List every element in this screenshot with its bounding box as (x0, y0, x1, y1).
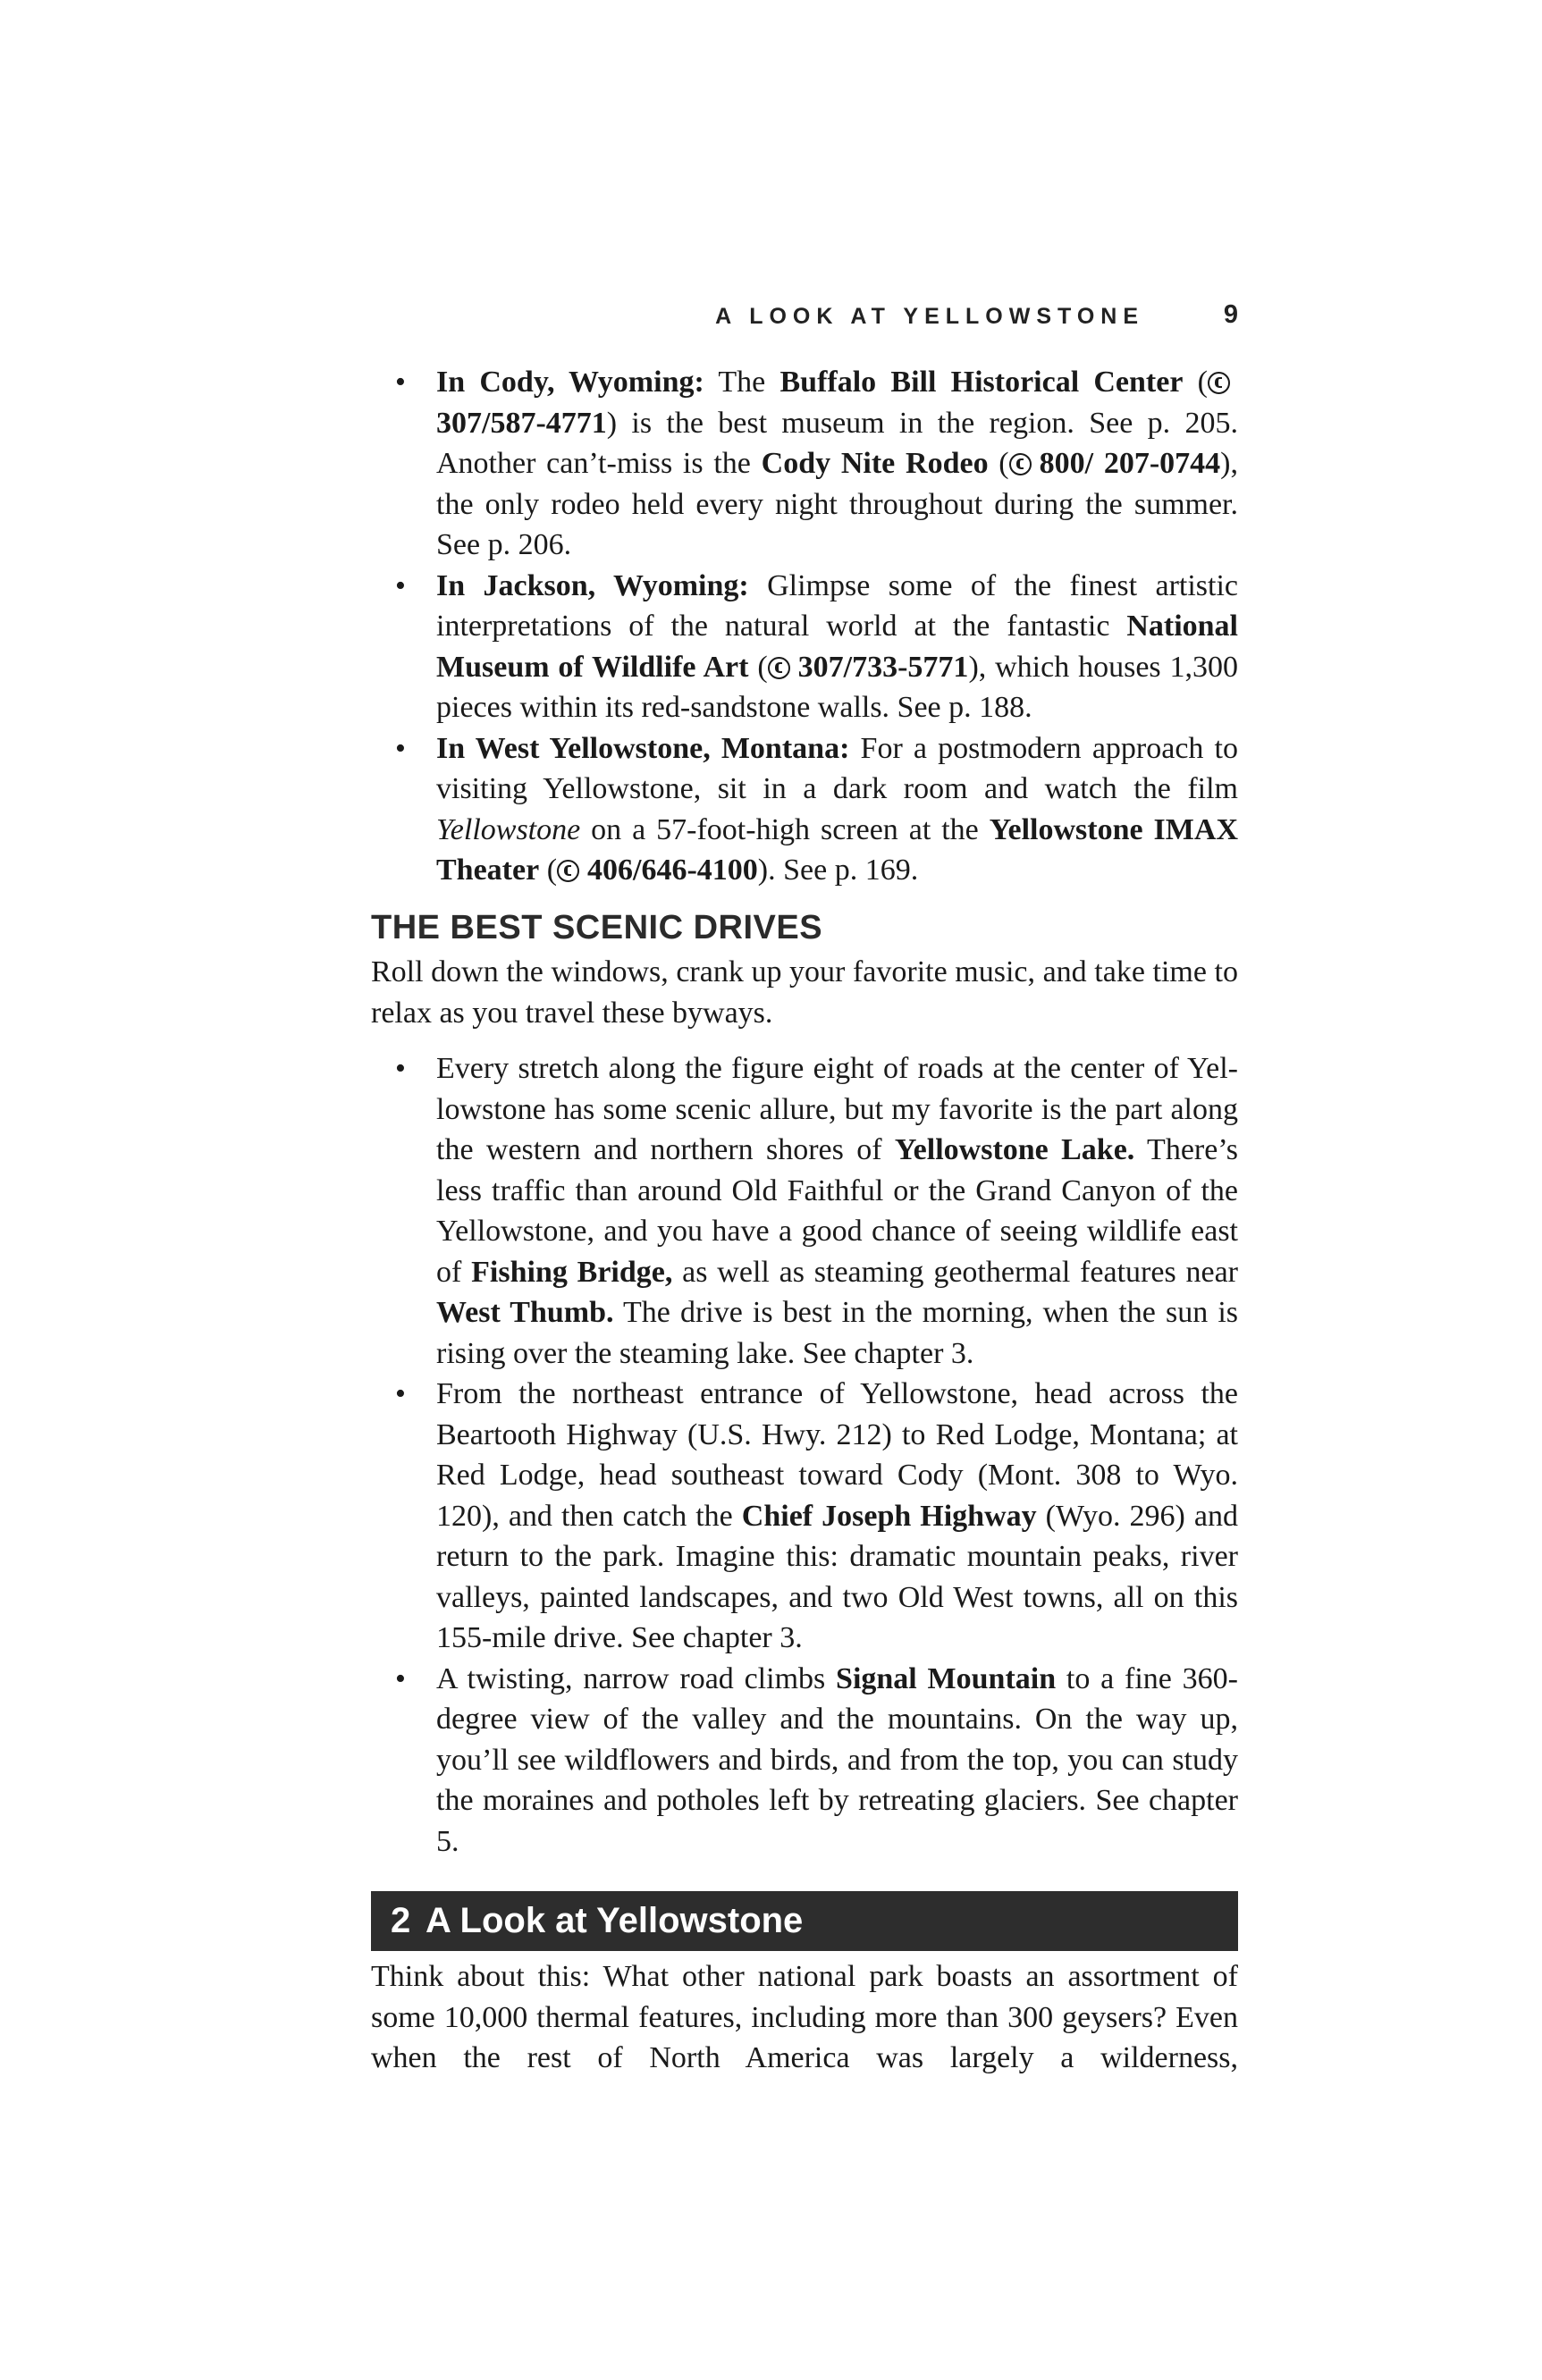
bullet-icon: • (395, 568, 406, 602)
phone-icon (768, 657, 790, 679)
list-item (371, 728, 1238, 891)
venue-name: National Museum of Wildlife Art (436, 610, 1238, 684)
body-text: For a postmodern approach to visiting Yellowstone, sit in a dark room and watch the film (436, 731, 1238, 805)
body-text: Every stretch along the figure eight of roads at the center of Yellowstone has some scenic allure, but my favorite is the part along the western and northern shores of (436, 1052, 1238, 1166)
chapter-title: A Look at Yellowstone (426, 1901, 804, 1940)
section-intro: Roll down the windows, crank up your favorite music, and take time to relax as you travel these byways. (371, 955, 1238, 1030)
list-item (371, 1659, 1238, 1863)
running-head (371, 300, 1238, 336)
body-text: Glimpse some of the finest artistic interpretations of the natural world at the fantastic (436, 568, 1238, 643)
place-name: West Thumb. (436, 1296, 614, 1329)
place-name: Yellowstone Lake. (894, 1133, 1135, 1166)
body-text: ), which houses 1,300 pieces within its red-sandstone walls. See p. 188. (436, 650, 1239, 724)
body-text: There’s less traffic than around Old Faithful or the Grand Canyon of the Yellowstone, and you have a good chance of seeing wildlife east of (436, 1133, 1239, 1289)
phone-number: 800/ 207-0744 (1039, 447, 1221, 480)
body-text: to a fine 360-degree view of the valley and the mountains. On the way up, you’ll see wildflowers and birds, and from the top, you can study the moraines and potholes left by retreating glaciers. See chapter 5. (436, 1661, 1238, 1858)
list-item (371, 362, 1238, 566)
chapter-intro: Think about this: What other national park boasts an assortment of some 10,000 thermal features, including more than 300 geysers? Even when the rest of North America was largely a wilderness, (371, 1960, 1238, 2074)
phone-icon (557, 860, 579, 882)
body-text: ( (988, 447, 1009, 480)
place-name: Signal Mountain (836, 1661, 1057, 1695)
body-text: as well as steaming geothermal features near (672, 1255, 1238, 1289)
phone-icon (1208, 372, 1230, 394)
phone-number: 307/733-5771 (797, 650, 969, 684)
scenic-drives-list (371, 1048, 1238, 1862)
body-text: ( (1183, 366, 1208, 399)
list-item (371, 1048, 1238, 1374)
place-lead: In Cody, Wyoming: (436, 366, 704, 399)
list-item (371, 566, 1238, 728)
body-text: A twisting, narrow road climbs (436, 1661, 837, 1695)
place-name: Chief Joseph Highway (741, 1499, 1037, 1533)
page-number: 9 (1223, 300, 1238, 329)
body-text: ) is the best museum in the region. See p. 205. Another can’t-miss is the (436, 406, 1238, 480)
phone-number: 307/587-4771 (436, 406, 607, 440)
list-item (371, 1374, 1238, 1659)
chapter-number: 2 (391, 1901, 411, 1940)
bullet-icon: • (395, 1661, 406, 1695)
venue-name: Cody Nite Rodeo (761, 447, 989, 480)
running-title: A LOOK AT YELLOWSTONE (715, 304, 1144, 329)
body-text: The drive is best in the morning, when the sun is rising over the steaming lake. See chapter 3. (436, 1296, 1238, 1370)
body-text: (Wyo. 296) and return to the park. Imagine this: dramatic mountain peaks, river valleys, painted landscapes, and two Old West towns, all on this 155-mile drive. See chapter 3. (436, 1499, 1238, 1654)
place-lead: In Jackson, Wyoming: (436, 568, 749, 602)
body-text: From the northeast entrance of Yellowstone, head across the Beartooth Highway (U.S. Hwy. 212) to Red Lodge, Montana; at Red Lodge, head southeast toward Cody (Mont. 308 to Wyo. 120), and then catch the (436, 1377, 1238, 1533)
body-text: ), the only rodeo held every night throughout during the summer. See p. 206. (436, 447, 1238, 561)
museum-list (371, 362, 1238, 891)
body-text: The (704, 366, 780, 399)
chapter-heading-bar (371, 1891, 1238, 1951)
body-text: ( (539, 854, 558, 887)
venue-name: Buffalo Bill Historical Center (779, 366, 1184, 399)
body-text: on a 57-foot-high screen at the (580, 812, 990, 846)
section-heading: THE BEST SCENIC DRIVES (371, 909, 823, 946)
bullet-icon: • (395, 366, 406, 399)
bullet-icon: • (395, 1377, 406, 1410)
body-text: ( (748, 650, 768, 684)
place-lead: In West Yellowstone, Montana: (436, 731, 850, 765)
bullet-icon: • (395, 731, 406, 765)
film-title: Yellowstone (436, 812, 581, 846)
bullet-icon: • (395, 1052, 406, 1085)
place-name: Fishing Bridge, (471, 1255, 673, 1289)
phone-number: 406/646-4100 (587, 854, 758, 887)
phone-icon (1009, 453, 1032, 475)
venue-name: Yellowstone IMAX Theater (436, 812, 1238, 887)
body-text: ). See p. 169. (757, 854, 919, 887)
